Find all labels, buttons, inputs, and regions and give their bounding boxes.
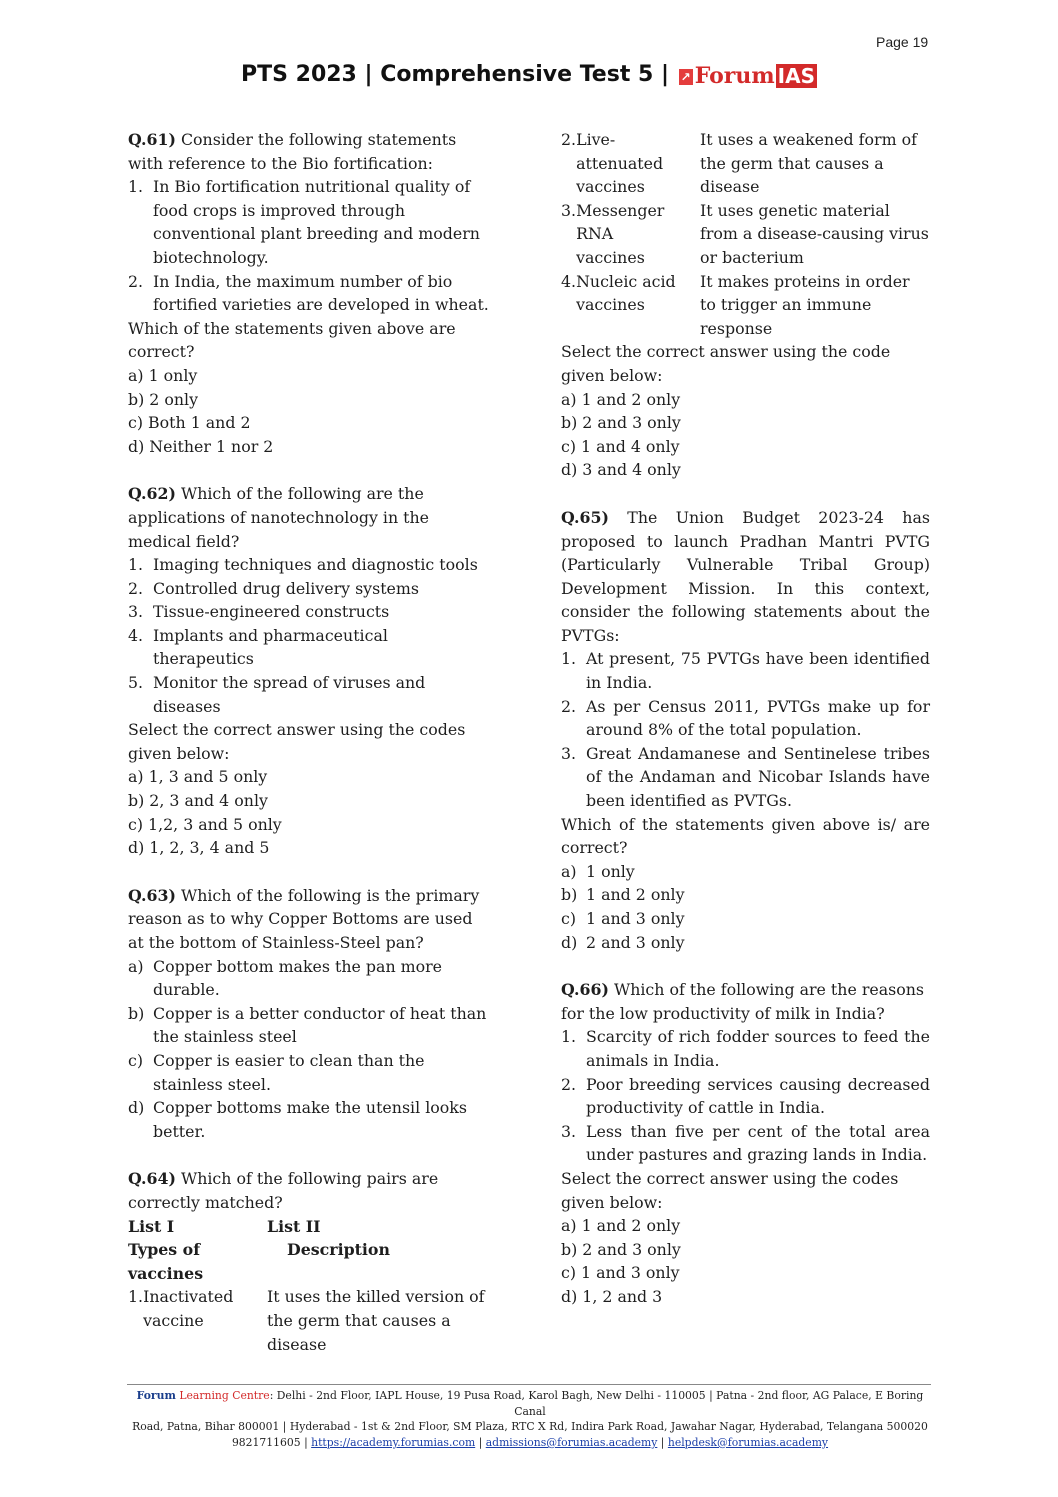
- match-table-list-header: [128, 1215, 490, 1239]
- list-1-heading: List I: [128, 1216, 175, 1236]
- column-heading-types: Types of vaccines: [128, 1240, 204, 1283]
- question-label: Q.61): [128, 130, 176, 149]
- statement-item: 1. In Bio fortification nutritional quality of food crops is improved through conventional plant breeding and modern biotechnology.: [128, 177, 480, 267]
- question-label: Q.66): [561, 980, 609, 1000]
- admissions-email-link[interactable]: admissions@forumias.academy: [485, 1435, 658, 1449]
- page-number: Page 19: [876, 34, 929, 50]
- question-prompt: Select the correct answer using the code given below:: [561, 342, 891, 385]
- page-header: [0, 62, 1058, 89]
- question-label: Q.64): [128, 1169, 176, 1189]
- option: d) 3 and 4 only: [561, 460, 681, 480]
- option: d) 1, 2 and 3: [561, 1286, 663, 1306]
- logo-ias-text: IAS: [777, 64, 815, 88]
- statement-item: 2. Poor breeding services causing decreased productivity of cattle in India.: [561, 1074, 930, 1118]
- right-column: [561, 128, 930, 1333]
- footer-contact-line: 9821711605 | https://academy.forumias.com | admissions@forumias.academy | helpdesk@forumias.academy: [231, 1435, 829, 1449]
- statement-item: 2. Controlled drug delivery systems: [128, 578, 419, 598]
- option: d) Copper bottoms make the utensil looks better.: [128, 1098, 467, 1141]
- option: d) 2 and 3 only: [561, 932, 685, 952]
- statement-item: 1. At present, 75 PVTGs have been identified in India.: [561, 649, 930, 693]
- list-2-heading: List II: [267, 1216, 321, 1236]
- question-prompt: Which of the statements given above are correct?: [128, 318, 456, 362]
- option: a) Copper bottom makes the pan more durable.: [128, 956, 443, 1000]
- match-table-column-header: [128, 1238, 490, 1285]
- option: a) 1, 3 and 5 only: [128, 767, 268, 787]
- helpdesk-email-link[interactable]: helpdesk@forumias.academy: [667, 1435, 829, 1449]
- table-row: 3. Messenger RNA vaccines It uses genetic material from a disease-causing virus or bacterium: [561, 200, 929, 267]
- option: c) Copper is easier to clean than the stainless steel.: [128, 1050, 425, 1094]
- option: d) 1, 2, 3, 4 and 5: [128, 838, 270, 858]
- question-prompt: Select the correct answer using the codes given below:: [128, 720, 466, 763]
- question-65: [561, 506, 930, 954]
- option: c) 1,2, 3 and 5 only: [128, 814, 282, 834]
- left-column: [128, 128, 490, 1380]
- statement-item: 3. Tissue-engineered constructs: [128, 602, 390, 622]
- question-stem: Q.63) Which of the following is the primary reason as to why Copper Bottoms are used at the bottom of Stainless-Steel pan?: [128, 885, 480, 952]
- logo-arrow-icon: ↗: [680, 70, 691, 84]
- question-label: Q.62): [128, 484, 176, 504]
- option: c) Both 1 and 2: [128, 413, 251, 433]
- option: c) 1 and 4 only: [561, 436, 680, 456]
- option: b) 2, 3 and 4 only: [128, 791, 268, 811]
- question-label: Q.63): [128, 885, 176, 905]
- logo-forum-text: Forum: [694, 63, 775, 89]
- option: b) 2 and 3 only: [561, 413, 681, 433]
- option: b) 2 and 3 only: [561, 1239, 681, 1259]
- table-row: 2. Live-attenuated vaccines It uses a weakened form of the germ that causes a disease: [561, 130, 917, 197]
- question-stem: Q.64) Which of the following pairs are correctly matched?: [128, 1169, 439, 1212]
- question-64-continued: [561, 128, 930, 482]
- statement-item: 1. Imaging techniques and diagnostic tools: [128, 555, 478, 575]
- table-row: 4. Nucleic acid vaccines It makes proteins in order to trigger an immune response: [561, 271, 910, 338]
- statement-item: 2. As per Census 2011, PVTGs make up for around 8% of the total population.: [561, 696, 930, 740]
- question-66: [561, 978, 930, 1308]
- statement-item: 2. In India, the maximum number of bio fortified varieties are developed in wheat.: [128, 271, 489, 315]
- question-stem: Q.62) Which of the following are the applications of nanotechnology in the medical field?: [128, 484, 430, 551]
- question-prompt: Which of the statements given above is/ are correct?: [561, 814, 930, 858]
- option: a) 1 and 2 only: [561, 389, 681, 409]
- option: b) 2 only: [128, 389, 199, 409]
- option: b) 1 and 2 only: [561, 885, 685, 905]
- question-64: [128, 1167, 490, 1356]
- page-footer: [120, 1388, 940, 1450]
- option: a) 1 and 2 only: [561, 1216, 681, 1236]
- option: a) 1 only: [561, 861, 635, 881]
- statement-item: 3. Less than five per cent of the total area under pastures and grazing lands in India.: [561, 1121, 930, 1165]
- question-label: Q.65): [561, 507, 609, 527]
- question-prompt: Select the correct answer using the codes given below:: [561, 1168, 899, 1212]
- statement-item: 3. Great Andamanese and Sentinelese tribes of the Andaman and Nicobar Islands have been identified as PVTGs.: [561, 743, 930, 811]
- footer-brand-learning-centre: Learning Centre: [175, 1389, 270, 1402]
- footer-address-line-2: Road, Patna, Bihar 800001 | Hyderabad - 1st & 2nd Floor, SM Plaza, RTC X Rd, Indira Park Road, Jawahar Nagar, Hyderabad, Telangana 500020: [132, 1420, 928, 1434]
- footer-address-line-1: Forum Learning Centre: Delhi - 2nd Floor, IAPL House, 19 Pusa Road, Karol Bagh, New Delhi - 110005 | Patna - 2nd floor, AG Palace, E Boring Canal: [136, 1389, 924, 1418]
- header-title: PTS 2023 | Comprehensive Test 5 |: [241, 62, 670, 87]
- footer-brand-forum: Forum: [136, 1389, 176, 1402]
- table-row: 1. Inactivated vaccine It uses the killed version of the germ that causes a disease: [128, 1287, 485, 1354]
- question-stem: Q.65) The Union Budget 2023-24 has proposed to launch Pradhan Mantri PVTG (Particularly Vulnerable Tribal Group) Development Mission. In this context, consider the following statements about the PVTGs:: [561, 507, 930, 645]
- option: c) 1 and 3 only: [561, 1263, 680, 1283]
- question-63: [128, 884, 490, 1144]
- statement-item: 5. Monitor the spread of viruses and diseases: [128, 673, 426, 716]
- question-stem: Q.61) Consider the following statements with reference to the Bio fortification:: [128, 130, 457, 173]
- option: a) 1 only: [128, 365, 198, 385]
- statement-item: 4. Implants and pharmaceutical therapeutics: [128, 625, 388, 669]
- statement-item: 1. Scarcity of rich fodder sources to feed the animals in India.: [561, 1027, 930, 1070]
- option: b) Copper is a better conductor of heat than the stainless steel: [128, 1003, 487, 1047]
- forumias-logo: [679, 63, 817, 89]
- question-61: [128, 128, 490, 458]
- option: d) Neither 1 nor 2: [128, 436, 274, 456]
- column-heading-description: Description: [287, 1240, 390, 1260]
- footer-divider: [127, 1384, 931, 1385]
- option: c) 1 and 3 only: [561, 909, 685, 928]
- academy-website-link[interactable]: https://academy.forumias.com: [311, 1435, 476, 1449]
- question-stem: Q.66) Which of the following are the reasons for the low productivity of milk in India?: [561, 980, 925, 1023]
- question-62: [128, 482, 490, 860]
- footer-phone: 9821711605 |: [231, 1435, 312, 1449]
